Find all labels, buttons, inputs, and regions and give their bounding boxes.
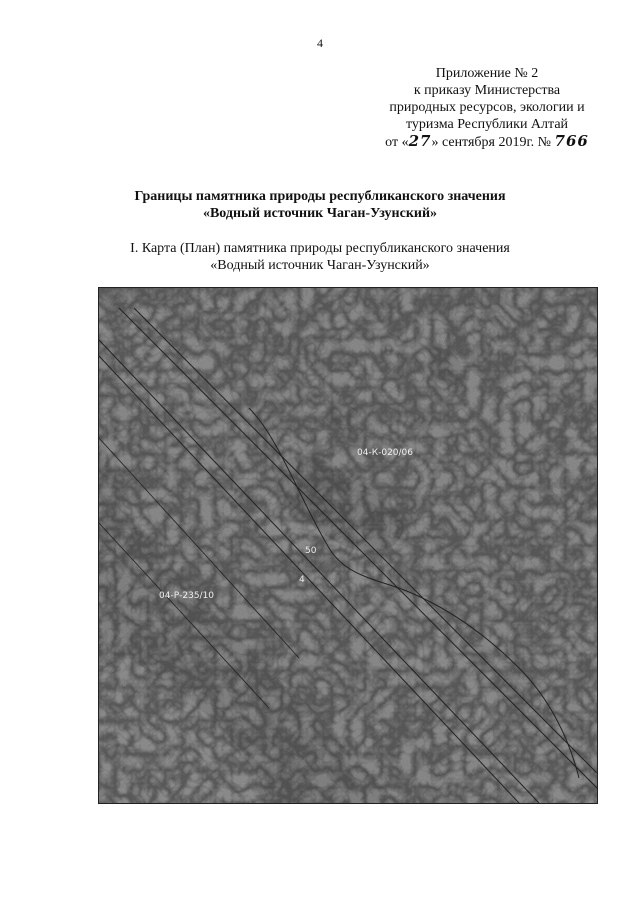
appendix-line-3: природных ресурсов, экологии и <box>389 100 585 115</box>
date-prefix: от « <box>385 135 409 150</box>
date-day-handwritten: 27 <box>408 132 432 150</box>
satellite-map-image <box>99 288 597 803</box>
appendix-block <box>352 65 622 151</box>
title-line-2: «Водный источник Чаган-Узунский» <box>202 206 438 221</box>
map-label-50: 50 <box>305 546 317 556</box>
appendix-line-2: к приказу Министерства <box>413 83 561 98</box>
map-label-river-code: 04-Р-235/10 <box>159 591 215 601</box>
document-title <box>0 188 640 222</box>
appendix-line-1: Приложение № 2 <box>435 66 539 81</box>
map-section-heading <box>0 240 640 274</box>
appendix-date-line <box>352 133 622 151</box>
date-middle: » сентября 2019г. № <box>431 135 552 150</box>
page-number: 4 <box>317 36 323 50</box>
title-line-1: Границы памятника природы республиканского значения <box>134 189 506 204</box>
order-number-handwritten: 766 <box>554 132 589 150</box>
map-label-4: 4 <box>299 575 305 585</box>
subtitle-line-1: I. Карта (План) памятника природы республиканского значения <box>130 241 510 256</box>
satellite-map <box>98 287 598 804</box>
appendix-line-4: туризма Республики Алтай <box>405 117 569 132</box>
map-label-road-code: 04-К-020/06 <box>357 448 413 458</box>
subtitle-line-2: «Водный источник Чаган-Узунский» <box>210 258 430 273</box>
